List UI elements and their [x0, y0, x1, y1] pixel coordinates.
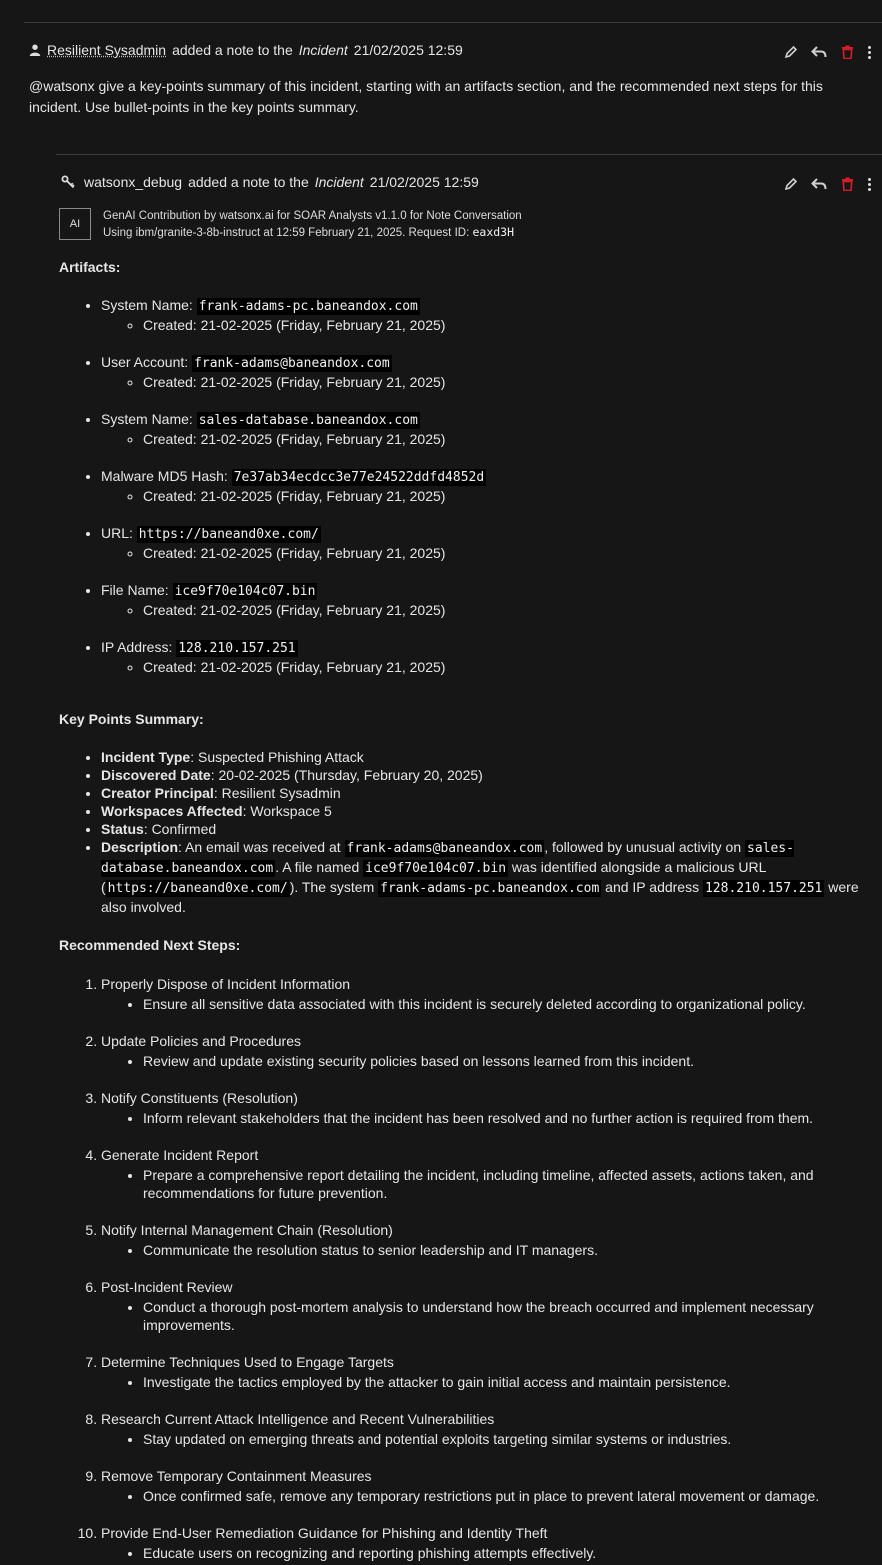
- summary-list: [59, 748, 874, 917]
- step-item: [101, 1410, 874, 1448]
- description-code: sales-database.baneandox.com: [101, 841, 794, 876]
- artifact-item: [101, 296, 874, 334]
- summary-item: [101, 748, 874, 766]
- top-divider: [24, 22, 882, 23]
- summary-description: [101, 838, 874, 917]
- artifact-value: frank-adams-pc.baneandox.com: [198, 299, 418, 314]
- note-body: @watsonx give a key-points summary of this incident, starting with an artifacts section, and the recommended next steps for this incident. Use bullet-points in the key points summary.: [29, 78, 823, 115]
- description-code: frank-adams-pc.baneandox.com: [380, 881, 600, 896]
- note-action-text: added a note to the: [172, 42, 293, 58]
- pencil-icon[interactable]: [783, 44, 799, 60]
- summary-key: Status: [101, 821, 144, 837]
- artifact-label: Malware MD5 Hash:: [101, 468, 228, 484]
- step-detail: • Investigate the tactics employed by the attacker to gain initial access and maintain persistence.: [143, 1373, 874, 1391]
- artifact-list: [59, 296, 874, 676]
- description-text: ). The system: [289, 879, 379, 895]
- summary-item: [101, 802, 874, 820]
- description-code: 128.210.157.251: [704, 881, 823, 896]
- steps-heading: Recommended Next Steps:: [59, 937, 241, 953]
- note-actions: [783, 44, 871, 60]
- summary-value: : Confirmed: [143, 821, 217, 837]
- description-text: was identified alongside a malicious URL (: [101, 859, 766, 895]
- description-text: were also involved.: [101, 879, 859, 915]
- step-title: Remove Temporary Containment Measures: [101, 1468, 372, 1484]
- step-title: Notify Internal Management Chain (Resolution): [101, 1222, 393, 1238]
- summary-key: Description: [101, 839, 179, 855]
- step-sublist: [101, 995, 874, 1013]
- artifact-value: https://baneand0xe.com/: [138, 527, 319, 542]
- summary-value: : 20-02-2025 (Thursday, February 20, 2025): [210, 767, 483, 783]
- artifacts-heading: Artifacts:: [59, 259, 121, 275]
- step-title: Research Current Attack Intelligence and Recent Vulnerabilities: [101, 1411, 495, 1427]
- step-detail: • Communicate the resolution status to senior leadership and IT managers.: [143, 1241, 874, 1259]
- summary-key: Discovered Date: [101, 767, 211, 783]
- description-text: and IP address: [601, 879, 703, 895]
- step-item: [101, 1032, 874, 1070]
- ai-contribution-meta: [103, 208, 522, 241]
- step-title: Properly Dispose of Incident Information: [101, 976, 351, 992]
- artifact-value: sales-database.baneandox.com: [198, 413, 418, 428]
- note-object: Incident: [298, 42, 348, 58]
- step-title: Update Policies and Procedures: [101, 1033, 302, 1049]
- artifact-value: ice9f70e104c07.bin: [174, 584, 316, 599]
- artifact-sublist: [101, 601, 874, 619]
- step-detail: • Stay updated on emerging threats and potential exploits targeting similar systems or industries.: [143, 1430, 874, 1448]
- artifact-label: URL:: [101, 525, 133, 541]
- artifact-sublist: [101, 373, 874, 391]
- reply-icon[interactable]: [811, 44, 827, 60]
- artifact-created: ◦ Created: 21-02-2025 (Friday, February 21, 2025): [143, 658, 874, 676]
- artifact-item: [101, 467, 874, 505]
- step-sublist: [101, 1109, 874, 1127]
- note-author: watsonx_debug: [84, 174, 183, 190]
- step-sublist: [101, 1052, 874, 1070]
- description-code: https://baneand0xe.com/: [107, 881, 288, 896]
- trash-icon[interactable]: [839, 176, 855, 192]
- artifact-created: ◦ Created: 21-02-2025 (Friday, February 21, 2025): [143, 316, 874, 334]
- step-sublist: [101, 1373, 874, 1391]
- summary-item: [101, 766, 874, 784]
- note-timestamp: 21/02/2025 12:59: [369, 174, 479, 190]
- artifact-value: frank-adams@baneandox.com: [194, 356, 390, 371]
- steps-list: [59, 975, 874, 1562]
- artifact-created: ◦ Created: 21-02-2025 (Friday, February 21, 2025): [143, 373, 874, 391]
- kebab-menu-icon[interactable]: [867, 44, 871, 60]
- artifact-sublist: [101, 487, 874, 505]
- step-item: [101, 1524, 874, 1562]
- note-header: [29, 42, 463, 58]
- summary-value: : Resilient Sysadmin: [213, 785, 341, 801]
- reply-icon[interactable]: [811, 176, 827, 192]
- description-text: : An email was received at: [178, 839, 345, 855]
- ai-badge: AI: [59, 208, 91, 240]
- note-object: Incident: [314, 174, 364, 190]
- step-item: [101, 1146, 874, 1202]
- artifact-value: 7e37ab34ecdcc3e77e24522ddfd4852d: [233, 470, 485, 485]
- summary-key: Incident Type: [101, 749, 191, 765]
- step-title: Provide End-User Remediation Guidance for Phishing and Identity Theft: [101, 1525, 548, 1541]
- artifact-sublist: [101, 658, 874, 676]
- step-detail: • Conduct a thorough post-mortem analysis to understand how the breach occurred and implement necessary improvements.: [143, 1298, 874, 1334]
- ai-meta-line2: Using ibm/granite-3-8b-instruct at 12:59 February 21, 2025. Request ID: eaxd3H: [103, 225, 515, 239]
- step-item: [101, 1467, 874, 1505]
- step-title: Notify Constituents (Resolution): [101, 1090, 298, 1106]
- summary-value: : Suspected Phishing Attack: [190, 749, 364, 765]
- step-detail: • Review and update existing security policies based on lessons learned from this incident.: [143, 1052, 874, 1070]
- artifact-label: File Name:: [101, 582, 169, 598]
- artifact-label: System Name:: [101, 297, 193, 313]
- description-text: . A file named: [275, 859, 364, 875]
- step-detail: • Prepare a comprehensive report detailing the incident, including timeline, affected assets, actions taken, and recommendations for future prevention.: [143, 1166, 874, 1202]
- summary-heading: Key Points Summary:: [59, 711, 204, 727]
- summary-key: Workspaces Affected: [101, 803, 243, 819]
- step-sublist: [101, 1166, 874, 1202]
- kebab-menu-icon[interactable]: [867, 176, 871, 192]
- artifact-sublist: [101, 430, 874, 448]
- summary-item: [101, 784, 874, 802]
- artifact-label: User Account:: [101, 354, 189, 370]
- step-sublist: [101, 1430, 874, 1448]
- step-item: [101, 975, 874, 1013]
- artifact-sublist: [101, 544, 874, 562]
- artifact-value: 128.210.157.251: [178, 641, 296, 656]
- artifact-created: ◦ Created: 21-02-2025 (Friday, February 21, 2025): [143, 544, 874, 562]
- summary-item: [101, 820, 874, 838]
- trash-icon[interactable]: [839, 44, 855, 60]
- request-id: eaxd3H: [472, 225, 515, 239]
- reply-note-header: [61, 174, 479, 190]
- artifact-created: ◦ Created: 21-02-2025 (Friday, February 21, 2025): [143, 487, 874, 505]
- artifact-item: [101, 524, 874, 562]
- step-item: [101, 1353, 874, 1391]
- note-author[interactable]: Resilient Sysadmin: [47, 42, 167, 58]
- step-title: Determine Techniques Used to Engage Targets: [101, 1354, 394, 1370]
- step-item: [101, 1221, 874, 1259]
- artifact-item: [101, 581, 874, 619]
- artifact-sublist: [101, 316, 874, 334]
- reply-note-actions: [783, 176, 871, 192]
- description-text: , followed by unusual activity on: [544, 839, 745, 855]
- key-icon: [61, 175, 75, 189]
- artifact-item: [101, 638, 874, 676]
- ai-meta-line1: GenAI Contribution by watsonx.ai for SOAR Analysts v1.1.0 for Note Conversation: [103, 210, 522, 222]
- reply-divider: [56, 154, 882, 155]
- step-sublist: [101, 1241, 874, 1259]
- summary-key: Creator Principal: [101, 785, 214, 801]
- step-sublist: [101, 1487, 874, 1505]
- artifact-label: System Name:: [101, 411, 193, 427]
- step-title: Generate Incident Report: [101, 1147, 259, 1163]
- step-title: Post-Incident Review: [101, 1279, 233, 1295]
- summary-value: : Workspace 5: [242, 803, 332, 819]
- artifact-created: ◦ Created: 21-02-2025 (Friday, February 21, 2025): [143, 601, 874, 619]
- artifact-label: IP Address:: [101, 639, 173, 655]
- step-detail: • Inform relevant stakeholders that the incident has been resolved and no further action is required from them.: [143, 1109, 874, 1127]
- step-detail: • Educate users on recognizing and reporting phishing attempts effectively.: [143, 1544, 874, 1562]
- step-detail: • Once confirmed safe, remove any temporary restrictions put in place to prevent lateral movement or damage.: [143, 1487, 874, 1505]
- note-timestamp: 21/02/2025 12:59: [353, 42, 463, 58]
- step-item: [101, 1278, 874, 1334]
- artifact-item: [101, 410, 874, 448]
- pencil-icon[interactable]: [783, 176, 799, 192]
- artifact-created: ◦ Created: 21-02-2025 (Friday, February 21, 2025): [143, 430, 874, 448]
- description-code: frank-adams@baneandox.com: [346, 841, 543, 856]
- step-sublist: [101, 1544, 874, 1562]
- description-code: ice9f70e104c07.bin: [365, 861, 507, 876]
- step-item: [101, 1089, 874, 1127]
- ai-response: [59, 258, 874, 1562]
- artifact-item: [101, 353, 874, 391]
- step-detail: • Ensure all sensitive data associated with this incident is securely deleted according to organizational policy.: [143, 995, 874, 1013]
- note-action-text: added a note to the: [188, 174, 309, 190]
- step-sublist: [101, 1298, 874, 1334]
- user-icon: [29, 44, 41, 56]
